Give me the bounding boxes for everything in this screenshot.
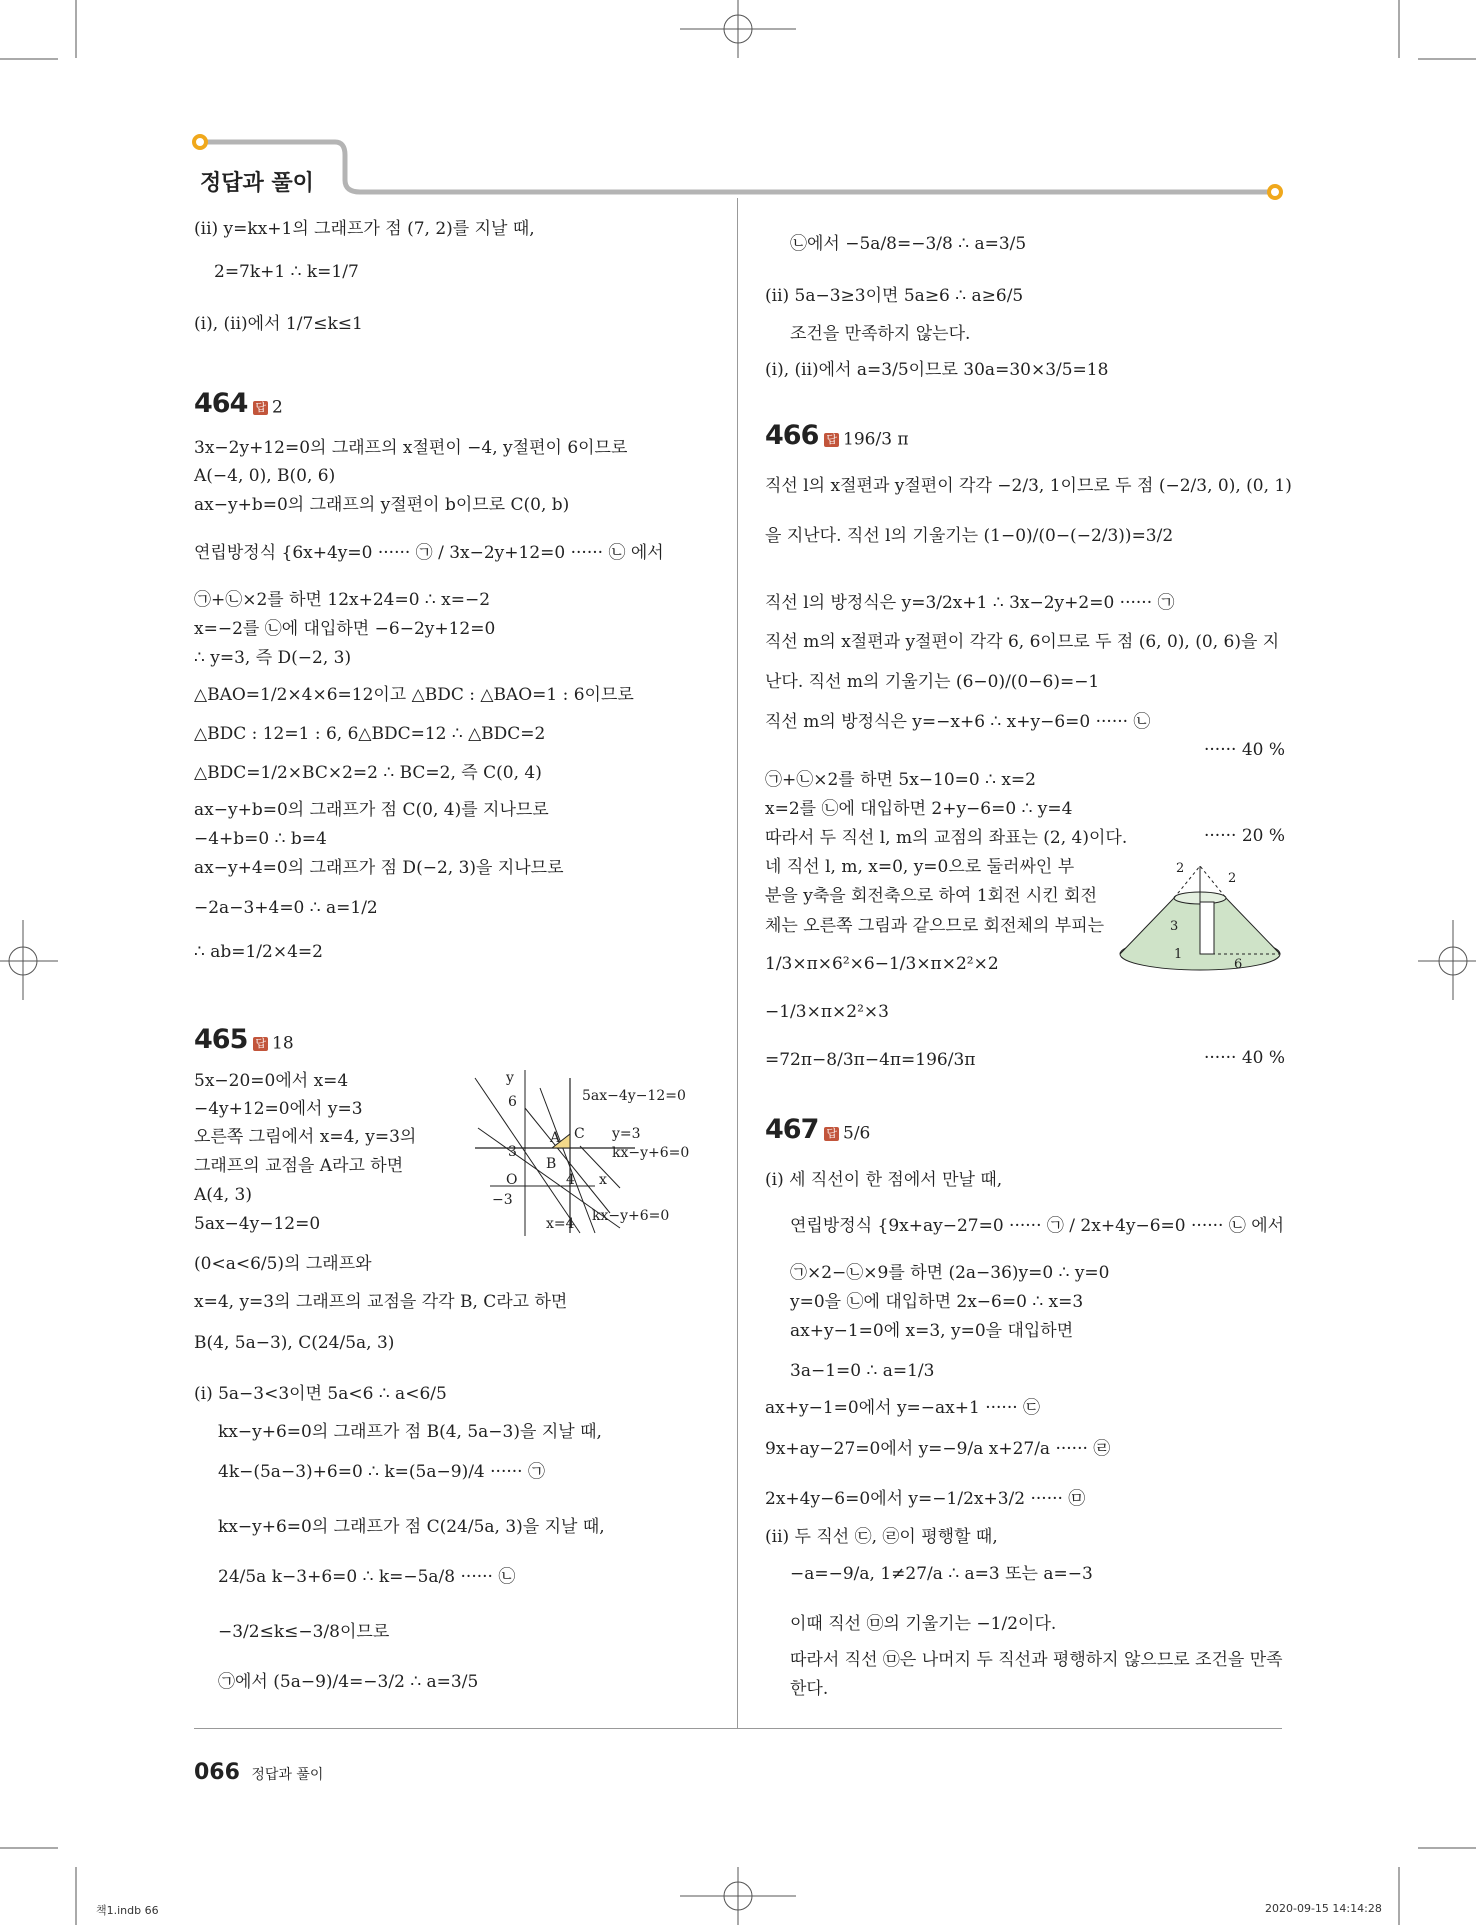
text-line: ax−y+b=0의 그래프의 y절편이 b이므로 C(0, b)	[194, 495, 570, 515]
graph-label: y	[506, 1070, 514, 1086]
graph-label: kx−y+6=0	[592, 1208, 670, 1224]
graph-label: 4	[566, 1172, 575, 1188]
text-line: 체는 오른쪽 그림과 같으므로 회전체의 부피는	[765, 916, 1105, 936]
text-line: ㉠×2−㉡×9를 하면 (2a−36)y=0 ∴ y=0	[790, 1263, 1110, 1283]
text-line: −4+b=0 ∴ b=4	[194, 829, 327, 849]
answer-value: 196/3 π	[843, 429, 909, 450]
text-line: 분을 y축을 회전축으로 하여 1회전 시킨 회전	[765, 886, 1098, 906]
text-line: 난다. 직선 m의 기울기는 (6−0)/(0−6)=−1	[765, 672, 1100, 692]
problem-number: 466	[765, 420, 819, 451]
graph-label: 3	[508, 1144, 517, 1160]
answer-value: 2	[272, 397, 283, 418]
graph-label: x	[599, 1172, 607, 1188]
text-line: y=0을 ㉡에 대입하면 2x−6=0 ∴ x=3	[790, 1292, 1084, 1312]
answer-badge: 답	[826, 432, 838, 446]
score-percent: ······ 40 %	[1204, 740, 1286, 760]
text-line: (i), (ii)에서 a=3/5이므로 30a=30×3/5=18	[765, 360, 1109, 380]
score-percent: ······ 20 %	[1204, 826, 1286, 846]
text-line: kx−y+6=0의 그래프가 점 B(4, 5a−3)을 지날 때,	[218, 1422, 602, 1442]
text-line: 4k−(5a−3)+6=0 ∴ k=(5a−9)/4 ······ ㉠	[218, 1462, 545, 1482]
graph-label: y=3	[612, 1126, 641, 1142]
text-line: ax+y−1=0에서 y=−ax+1 ······ ㉢	[765, 1398, 1041, 1418]
graph-label: x=4	[546, 1216, 575, 1232]
intersection-graph	[470, 1068, 720, 1238]
text-line: 직선 m의 방정식은 y=−x+6 ∴ x+y−6=0 ······ ㉡	[765, 712, 1151, 732]
text-line: 한다.	[790, 1679, 829, 1699]
answer-badge: 답	[255, 400, 267, 414]
text-line: 직선 m의 x절편과 y절편이 각각 6, 6이므로 두 점 (6, 0), (0, 6)을 지	[765, 632, 1280, 652]
text-line: 따라서 직선 ㉤은 나머지 두 직선과 평행하지 않으므로 조건을 만족	[790, 1650, 1283, 1670]
text-line: =72π−8/3π−4π=196/3π	[765, 1050, 976, 1070]
problem-number: 465	[194, 1024, 248, 1055]
text-line: ax−y+4=0의 그래프가 점 D(−2, 3)을 지나므로	[194, 858, 564, 878]
text-line: (0<a<6/5)의 그래프와	[194, 1254, 372, 1274]
text-line: △BDC : 12=1 : 6, 6△BDC=12 ∴ △BDC=2	[194, 724, 546, 744]
column-divider	[737, 198, 738, 1728]
graph-label: 5ax−4y−12=0	[582, 1088, 686, 1104]
text-line: 9x+ay−27=0에서 y=−9/a x+27/a ······ ㉣	[765, 1439, 1111, 1459]
text-line: ㉡에서 −5a/8=−3/8 ∴ a=3/5	[790, 234, 1027, 254]
text-line: (i) 세 직선이 한 점에서 만날 때,	[765, 1170, 1003, 1190]
text-line: 5x−20=0에서 x=4	[194, 1071, 349, 1091]
text-line: 2x+4y−6=0에서 y=−1/2x+3/2 ······ ㉤	[765, 1489, 1086, 1509]
text-line: 오른쪽 그림에서 x=4, y=3의	[194, 1127, 417, 1147]
answer-badge: 답	[826, 1126, 838, 1140]
page-number: 066	[194, 1760, 240, 1785]
text-line: 1/3×π×6²×6−1/3×π×2²×2	[765, 954, 999, 974]
graph-label: A	[550, 1130, 561, 1146]
text-line: ∴ y=3, 즉 D(−2, 3)	[194, 648, 352, 668]
figure-label: 2	[1228, 871, 1237, 886]
figure-label: 6	[1234, 957, 1243, 972]
text-line: (i) 5a−3<3이면 5a<6 ∴ a<6/5	[194, 1384, 447, 1404]
text-line: 네 직선 l, m, x=0, y=0으로 둘러싸인 부	[765, 857, 1075, 877]
problem-number: 464	[194, 388, 248, 419]
text-line: △BAO=1/2×4×6=12이고 △BDC : △BAO=1 : 6이므로	[194, 685, 634, 705]
text-line: x=−2를 ㉡에 대입하면 −6−2y+12=0	[194, 619, 496, 639]
graph-label: C	[574, 1126, 585, 1142]
text-line: x=4, y=3의 그래프의 교점을 각각 B, C라고 하면	[194, 1292, 568, 1312]
text-line: kx−y+6=0의 그래프가 점 C(24/5a, 3)을 지날 때,	[218, 1517, 605, 1537]
text-line: 연립방정식 {6x+4y=0 ······ ㉠ / 3x−2y+12=0 ······ ㉡ 에서	[194, 543, 664, 563]
header-decoration	[190, 130, 1290, 200]
text-line: −4y+12=0에서 y=3	[194, 1099, 363, 1119]
text-line: ㉠+㉡×2를 하면 12x+24=0 ∴ x=−2	[194, 590, 491, 610]
text-line: 이때 직선 ㉤의 기울기는 −1/2이다.	[790, 1614, 1057, 1634]
text-line: (i), (ii)에서 1/7≤k≤1	[194, 314, 363, 334]
text-line: 연립방정식 {9x+ay−27=0 ······ ㉠ / 2x+4y−6=0 ······ ㉡ 에서	[790, 1216, 1285, 1236]
text-line: ax−y+b=0의 그래프가 점 C(0, 4)를 지나므로	[194, 800, 549, 820]
print-timestamp: 2020-09-15 14:14:28	[1265, 1902, 1382, 1915]
text-line: x=2를 ㉡에 대입하면 2+y−6=0 ∴ y=4	[765, 799, 1073, 819]
answer-value: 18	[272, 1033, 294, 1054]
print-file-info: 책1.indb 66	[96, 1904, 159, 1917]
rotation-solid-figure	[1112, 858, 1292, 978]
text-line: ∴ ab=1/2×4=2	[194, 942, 323, 962]
text-line: −1/3×π×2²×3	[765, 1002, 889, 1022]
header-title: 정답과 풀이	[200, 171, 314, 196]
text-line: 직선 l의 x절편과 y절편이 각각 −2/3, 1이므로 두 점 (−2/3, 0), (0, 1)	[765, 476, 1292, 496]
text-line: 직선 l의 방정식은 y=3/2x+1 ∴ 3x−2y+2=0 ······ ㉠	[765, 593, 1175, 613]
text-line: −a=−9/a, 1≠27/a ∴ a=3 또는 a=−3	[790, 1564, 1093, 1584]
graph-label: O	[506, 1172, 518, 1188]
text-line: 조건을 만족하지 않는다.	[790, 324, 971, 344]
text-line: −2a−3+4=0 ∴ a=1/2	[194, 898, 378, 918]
text-line: (ii) 5a−3≥3이면 5a≥6 ∴ a≥6/5	[765, 286, 1024, 306]
graph-label: B	[546, 1156, 557, 1172]
graph-label: −3	[492, 1192, 513, 1208]
score-percent: ······ 40 %	[1204, 1048, 1286, 1068]
graph-label: kx−y+6=0	[612, 1145, 690, 1161]
text-line: 3x−2y+12=0의 그래프의 x절편이 −4, y절편이 6이므로	[194, 438, 628, 458]
text-line: 3a−1=0 ∴ a=1/3	[790, 1361, 935, 1381]
footer-rule	[194, 1728, 1282, 1729]
footer-label: 정답과 풀이	[251, 1767, 324, 1783]
problem-number: 467	[765, 1114, 819, 1145]
answer-value: 5/6	[843, 1123, 871, 1144]
text-line: 그래프의 교점을 A라고 하면	[194, 1156, 404, 1176]
figure-label: 1	[1174, 947, 1183, 962]
text-line: (ii) y=kx+1의 그래프가 점 (7, 2)를 지날 때,	[194, 219, 535, 239]
text-line: 2=7k+1 ∴ k=1/7	[214, 262, 359, 282]
text-line: ax+y−1=0에 x=3, y=0을 대입하면	[790, 1321, 1074, 1341]
text-line: ㉠+㉡×2를 하면 5x−10=0 ∴ x=2	[765, 770, 1036, 790]
text-line: (ii) 두 직선 ㉢, ㉣이 평행할 때,	[765, 1527, 998, 1547]
graph-label: 6	[508, 1094, 517, 1110]
text-line: B(4, 5a−3), C(24/5a, 3)	[194, 1333, 395, 1353]
text-line: ㉠에서 (5a−9)/4=−3/2 ∴ a=3/5	[218, 1672, 479, 1692]
text-line: A(4, 3)	[194, 1185, 252, 1205]
text-line: △BDC=1/2×BC×2=2 ∴ BC=2, 즉 C(0, 4)	[194, 763, 542, 783]
figure-label: 2	[1176, 861, 1185, 876]
answer-badge: 답	[255, 1036, 267, 1050]
text-line: 5ax−4y−12=0	[194, 1214, 321, 1234]
figure-label: 3	[1170, 919, 1179, 934]
text-line: A(−4, 0), B(0, 6)	[194, 466, 336, 486]
text-line: −3/2≤k≤−3/8이므로	[218, 1622, 390, 1642]
text-line: 따라서 두 직선 l, m의 교점의 좌표는 (2, 4)이다.	[765, 828, 1128, 848]
text-line: 24/5a k−3+6=0 ∴ k=−5a/8 ······ ㉡	[218, 1567, 516, 1587]
text-line: 을 지난다. 직선 l의 기울기는 (1−0)/(0−(−2/3))=3/2	[765, 526, 1174, 546]
